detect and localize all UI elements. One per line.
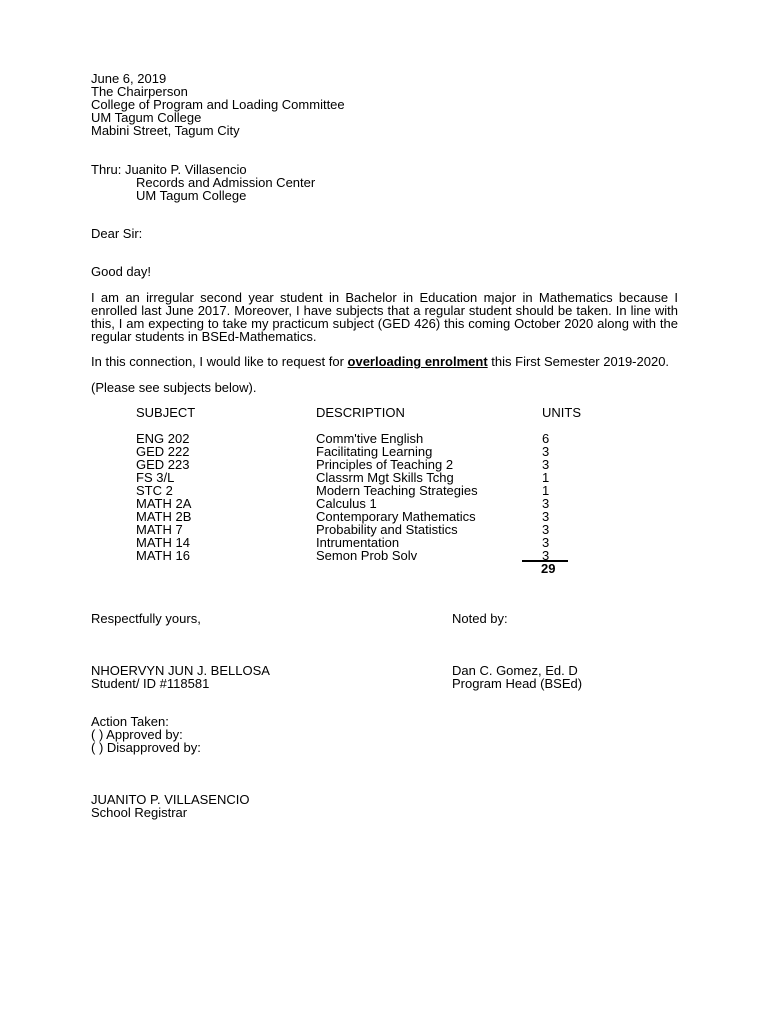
subject-units: 6 [542, 431, 550, 446]
greeting: Good day! [91, 264, 151, 279]
recipient-line-3: UM Tagum College [91, 110, 202, 125]
approved-line: ( ) Approved by: [91, 727, 183, 742]
subject-units: 1 [542, 483, 550, 498]
subject-description: Comm'tive English [316, 431, 424, 446]
subject-description: Modern Teaching Strategies [316, 483, 478, 498]
subject-code: MATH 14 [136, 535, 190, 550]
subject-code: MATH 2A [136, 496, 192, 511]
subject-description: Probability and Statistics [316, 522, 458, 537]
subject-units: 3 [542, 444, 550, 459]
letter-date: June 6, 2019 [91, 71, 167, 86]
subject-code: MATH 16 [136, 548, 190, 563]
overloading-emphasis: overloading enrolment [347, 354, 488, 369]
body-paragraph-1: I am an irregular second year student in Bachelor in Education major in Mathematics because I enrolled last June 2017. Moreover, I have subjects that a regular student should be taken. In line with this, I am expecting to take my practicum subject (GED 426) this coming October 2020 along with the regular students in BSEd-Mathematics. [91, 290, 678, 344]
header-description: DESCRIPTION [316, 405, 405, 420]
subject-units: 3 [542, 457, 550, 472]
noter-name: Dan C. Gomez, Ed. D [452, 663, 578, 678]
noter-title: Program Head (BSEd) [452, 676, 583, 691]
subject-code: STC 2 [136, 483, 173, 498]
subject-code: GED 222 [136, 444, 190, 459]
body-paragraph-2 [91, 355, 678, 368]
salutation: Dear Sir: [91, 226, 143, 241]
subjects-header-row [0, 406, 768, 419]
thru-line: Thru: Juanito P. Villasencio [91, 162, 247, 177]
subject-description: Facilitating Learning [316, 444, 433, 459]
subject-description: Principles of Teaching 2 [316, 457, 454, 472]
subject-code: ENG 202 [136, 431, 190, 446]
recipient-line-2: College of Program and Loading Committee [91, 97, 345, 112]
recipient-line-1: The Chairperson [91, 84, 188, 99]
subject-description: Intrumentation [316, 535, 400, 550]
total-units: 29 [541, 561, 556, 576]
disapproved-line: ( ) Disapproved by: [91, 740, 201, 755]
student-name: NHOERVYN JUN J. BELLOSA [91, 663, 270, 678]
closing-label: Respectfully yours, [91, 611, 201, 626]
thru-school: UM Tagum College [136, 188, 247, 203]
subject-description: Classrm Mgt Skills Tchg [316, 470, 454, 485]
table-row [0, 549, 768, 562]
registrar-name: JUANITO P. VILLASENCIO [91, 792, 250, 807]
subject-description: Calculus 1 [316, 496, 377, 511]
paragraph-2-text-end: this First Semester 2019-2020. [487, 354, 670, 369]
subject-units: 3 [542, 535, 550, 550]
recipient-line-4: Mabini Street, Tagum City [91, 123, 240, 138]
subject-units: 3 [542, 548, 550, 563]
paragraph-2-text-start: In this connection, I would like to request for [91, 354, 348, 369]
subject-code: MATH 2B [136, 509, 192, 524]
subject-units: 1 [542, 470, 550, 485]
student-id: Student/ ID #118581 [91, 676, 210, 691]
subject-code: FS 3/L [136, 470, 175, 485]
subject-code: GED 223 [136, 457, 190, 472]
subjects-note: (Please see subjects below). [91, 380, 257, 395]
subject-units: 3 [542, 496, 550, 511]
subject-code: MATH 7 [136, 522, 183, 537]
subject-units: 3 [542, 522, 550, 537]
registrar-title: School Registrar [91, 805, 188, 820]
action-label: Action Taken: [91, 714, 169, 729]
header-subject: SUBJECT [136, 405, 196, 420]
table-row [0, 484, 768, 497]
noted-by-label: Noted by: [452, 611, 508, 626]
subject-description: Semon Prob Solv [316, 548, 418, 563]
header-units: UNITS [542, 405, 581, 420]
subject-units: 3 [542, 509, 550, 524]
thru-office: Records and Admission Center [136, 175, 316, 190]
subject-description: Contemporary Mathematics [316, 509, 476, 524]
